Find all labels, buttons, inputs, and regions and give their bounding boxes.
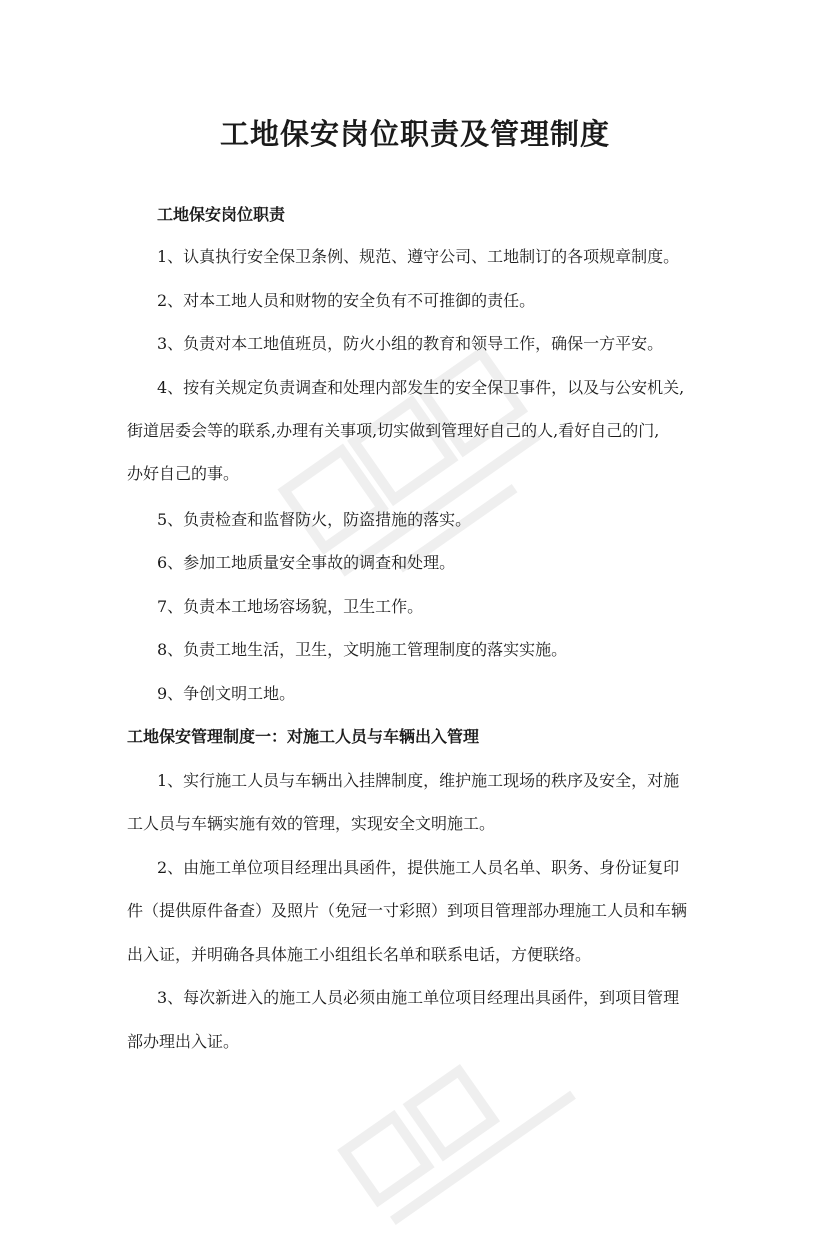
rule-item-continuation: 部办理出入证。 [127,1032,240,1051]
section-heading-rules: 工地保安管理制度一：对施工人员与车辆出入管理 [127,727,480,746]
rule-item: 1、实行施工人员与车辆出入挂牌制度，维护施工现场的秩序及安全，对施 [157,771,680,790]
duty-item-continuation: 办好自己的事。 [127,464,240,483]
duty-item: 2、对本工地人员和财物的安全负有不可推御的责任。 [157,291,536,310]
duty-item: 9、争创文明工地。 [157,684,296,703]
watermark-graphic-bottom [330,1011,590,1239]
section-heading-duties: 工地保安岗位职责 [157,205,286,224]
document-title: 工地保安岗位职责及管理制度 [219,117,610,151]
duty-item: 8、负责工地生活，卫生，文明施工管理制度的落实实施。 [157,640,568,659]
duty-item-continuation: 街道居委会等的联系,办理有关事项,切实做到管理好自己的人,看好自己的门, [127,421,660,440]
duty-item: 7、负责本工地场容场貌，卫生工作。 [157,597,424,616]
duty-item: 1、认真执行安全保卫条例、规范、遵守公司、工地制订的各项规章制度。 [157,247,680,266]
rule-item-continuation: 件（提供原件备查）及照片（免冠一寸彩照）到项目管理部办理施工人员和车辆 [127,901,688,920]
duty-item: 4、按有关规定负责调查和处理内部发生的安全保卫事件，以及与公安机关, [157,378,685,397]
rule-item: 2、由施工单位项目经理出具函件，提供施工人员名单、职务、身份证复印 [157,858,680,877]
rule-item: 3、每次新进入的施工人员必须由施工单位项目经理出具函件，到项目管理 [157,988,680,1007]
rule-item-continuation: 出入证，并明确各具体施工小组组长名单和联系电话，方便联络。 [127,945,592,964]
duty-item: 6、参加工地质量安全事故的调查和处理。 [157,553,456,572]
rule-item-continuation: 工人员与车辆实施有效的管理，实现安全文明施工。 [127,814,496,833]
duty-item: 3、负责对本工地值班员，防火小组的教育和领导工作，确保一方平安。 [157,334,664,353]
duty-item: 5、负责检查和监督防火，防盗措施的落实。 [157,510,472,529]
